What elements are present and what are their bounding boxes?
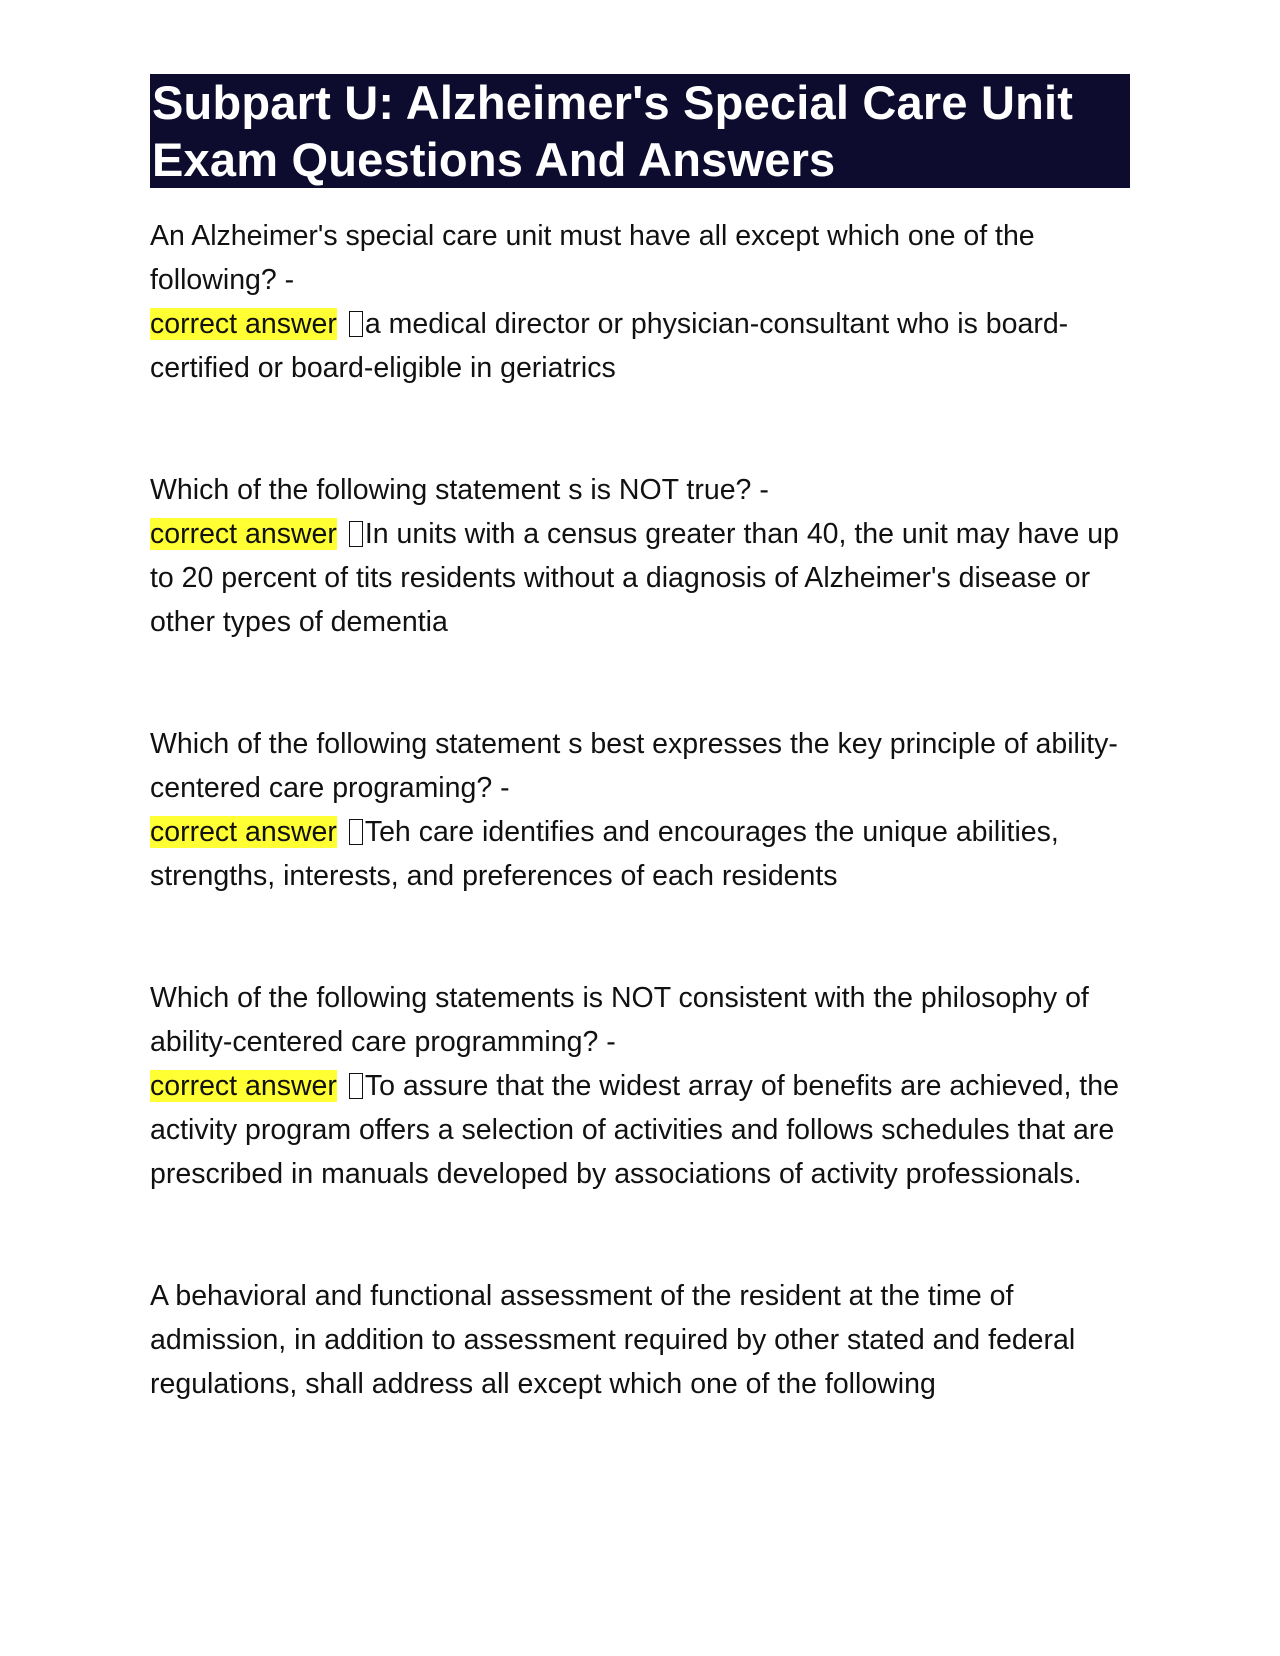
answer-block — [150, 512, 1130, 644]
document-page — [150, 74, 1130, 1406]
question-text: Which of the following statements is NOT consistent with the philosophy of ability-centered care programming? - — [150, 982, 1089, 1058]
question-text: Which of the following statement s is NOT true? - — [150, 474, 769, 506]
answer-text: a medical director or physician-consultant who is board-certified or board-eligible in geriatrics — [150, 308, 1069, 384]
qa-item — [150, 722, 1130, 898]
answer-block — [150, 1064, 1130, 1196]
missing-glyph-icon — [349, 1073, 363, 1099]
answer-text: Teh care identifies and encourages the unique abilities, strengths, interests, and preferences of each residents — [150, 816, 1059, 892]
qa-list — [150, 214, 1130, 1406]
title-line-1: Subpart U: Alzheimer's Special Care Unit — [152, 76, 1074, 129]
qa-item — [150, 1274, 1130, 1406]
correct-answer-highlight: correct answer — [150, 1070, 337, 1102]
correct-answer-highlight: correct answer — [150, 308, 337, 340]
question-text: Which of the following statement s best expresses the key principle of ability-centered care programing? - — [150, 728, 1118, 804]
qa-item — [150, 468, 1130, 644]
missing-glyph-icon — [349, 819, 363, 845]
missing-glyph-icon — [349, 521, 363, 547]
answer-text: In units with a census greater than 40, the unit may have up to 20 percent of tits residents without a diagnosis of Alzheimer's disease or other types of dementia — [150, 518, 1119, 638]
qa-item — [150, 976, 1130, 1196]
correct-answer-highlight: correct answer — [150, 816, 337, 848]
answer-block — [150, 810, 1130, 898]
answer-block — [150, 302, 1130, 390]
document-title — [150, 74, 1130, 188]
question-text: An Alzheimer's special care unit must have all except which one of the following? - — [150, 220, 1035, 296]
title-line-2: Exam Questions And Answers — [152, 133, 836, 186]
correct-answer-highlight: correct answer — [150, 518, 337, 550]
answer-text: To assure that the widest array of benefits are achieved, the activity program offers a selection of activities and follows schedules that are prescribed in manuals developed by associations of activity professionals. — [150, 1070, 1119, 1190]
missing-glyph-icon — [349, 311, 363, 337]
question-text: A behavioral and functional assessment of the resident at the time of admission, in addition to assessment required by other stated and federal regulations, shall address all except which one of the following — [150, 1280, 1076, 1400]
qa-item — [150, 214, 1130, 390]
